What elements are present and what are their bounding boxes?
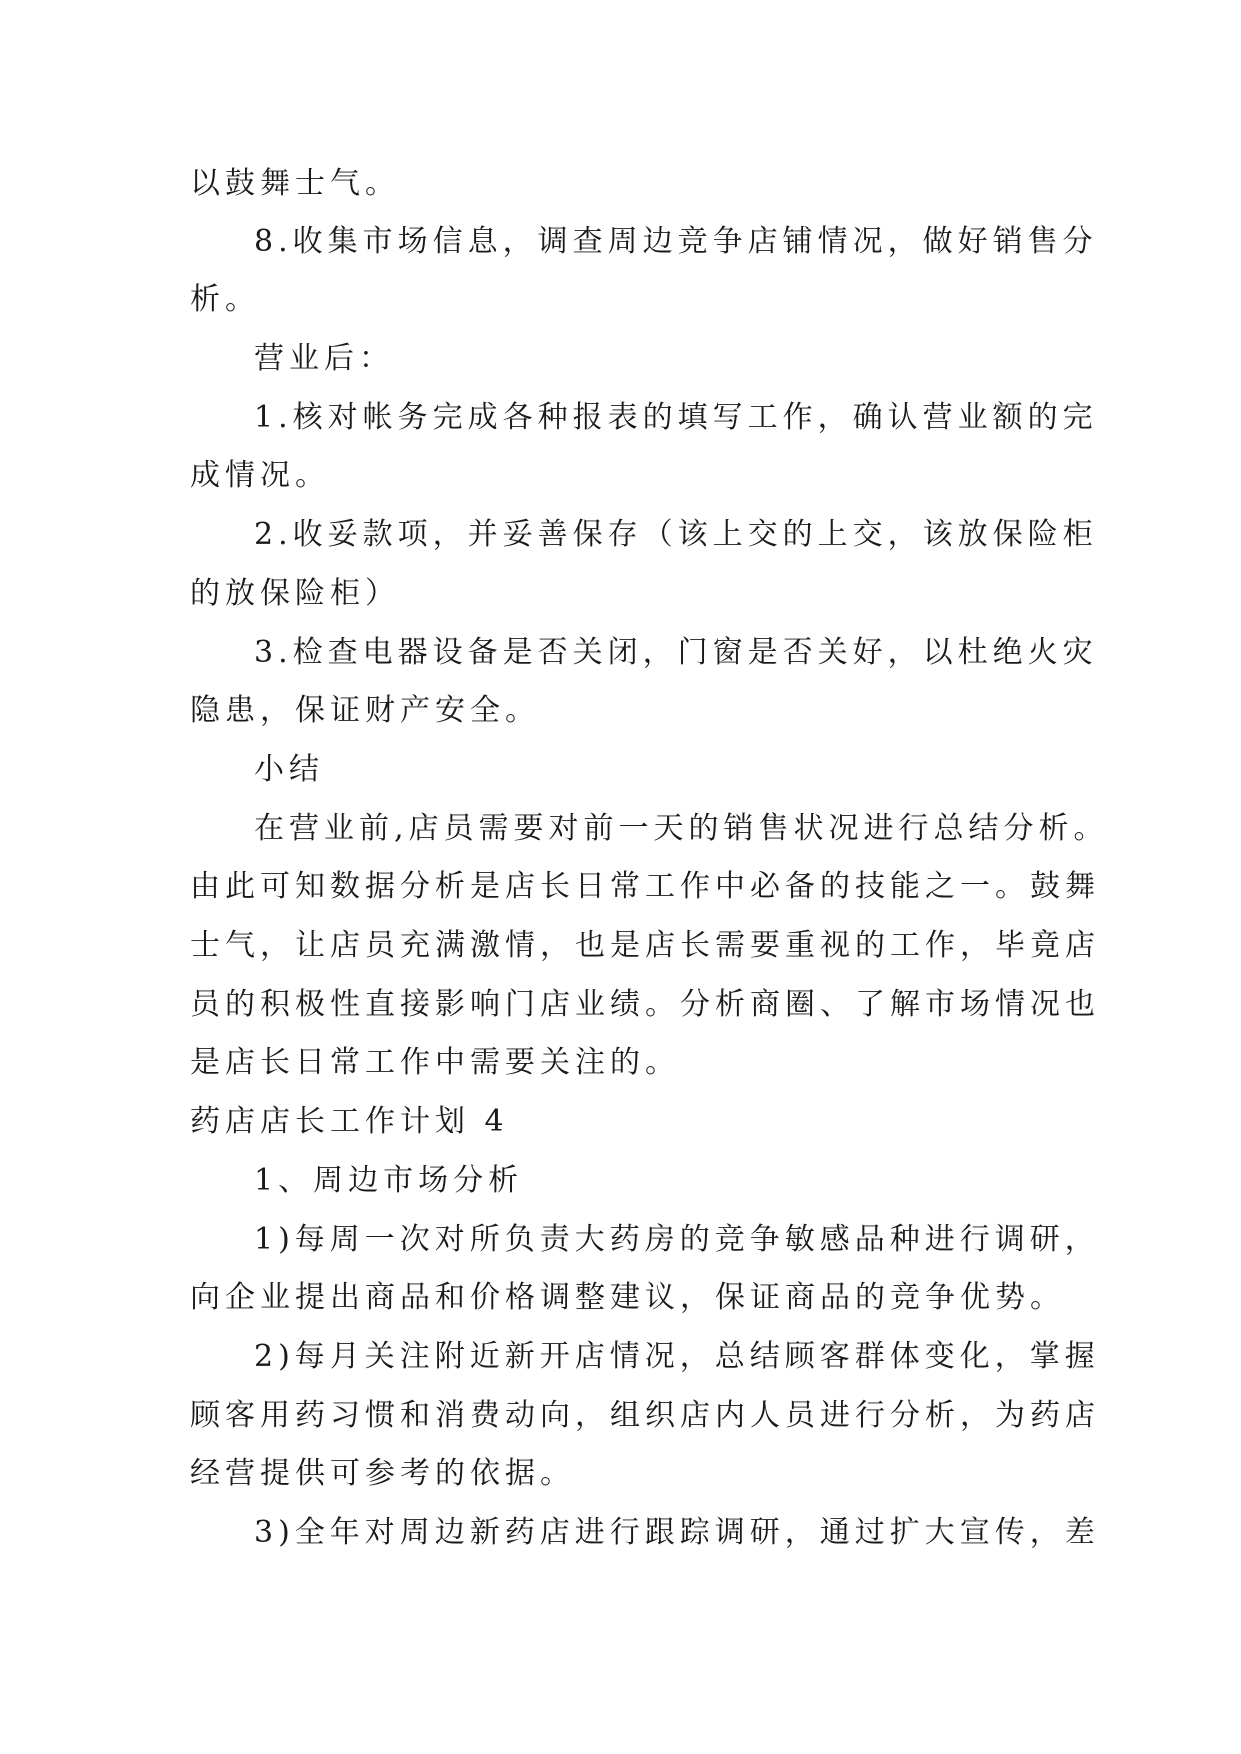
subsection-heading: 1、周边市场分析 xyxy=(254,1163,524,1198)
text-line: 1)每周一次对所负责大药房的竞争敏感品种进行调研， xyxy=(254,1222,1100,1257)
text-line: 员的积极性直接影响门店业绩。分析商圈、了解市场情况也 xyxy=(190,987,1100,1022)
text-line: 2)每月关注附近新开店情况，总结顾客群体变化，掌握 xyxy=(254,1339,1100,1374)
text-line: 经营提供可参考的依据。 xyxy=(190,1456,575,1491)
text-line: 隐患，保证财产安全。 xyxy=(190,693,540,728)
text-line: 析。 xyxy=(190,282,260,317)
text-line: 1.核对帐务完成各种报表的填写工作，确认营业额的完 xyxy=(254,400,1098,435)
text-line: 以鼓舞士气。 xyxy=(190,166,400,201)
text-line: 3)全年对周边新药店进行跟踪调研，通过扩大宣传，差 xyxy=(254,1515,1100,1550)
text-line: 士气，让店员充满激情，也是店长需要重视的工作，毕竟店 xyxy=(190,928,1100,963)
text-line: 在营业前,店员需要对前一天的销售状况进行总结分析。 xyxy=(254,811,1109,846)
text-line: 2.收妥款项，并妥善保存（该上交的上交，该放保险柜 xyxy=(254,517,1098,552)
text-line: 由此可知数据分析是店长日常工作中必备的技能之一。鼓舞 xyxy=(190,869,1100,904)
text-line: 向企业提出商品和价格调整建议，保证商品的竞争优势。 xyxy=(190,1280,1065,1315)
section-heading: 小结 xyxy=(254,752,324,787)
section-title: 药店店长工作计划 4 xyxy=(190,1104,509,1139)
text-line: 的放保险柜） xyxy=(190,576,400,611)
section-heading: 营业后： xyxy=(254,341,394,376)
text-line: 成情况。 xyxy=(190,458,330,493)
text-line: 是店长日常工作中需要关注的。 xyxy=(190,1045,680,1080)
text-line: 8.收集市场信息，调查周边竞争店铺情况，做好销售分 xyxy=(254,224,1098,259)
text-line: 3.检查电器设备是否关闭，门窗是否关好，以杜绝火灾 xyxy=(254,635,1098,670)
text-line: 顾客用药习惯和消费动向，组织店内人员进行分析，为药店 xyxy=(190,1398,1100,1433)
